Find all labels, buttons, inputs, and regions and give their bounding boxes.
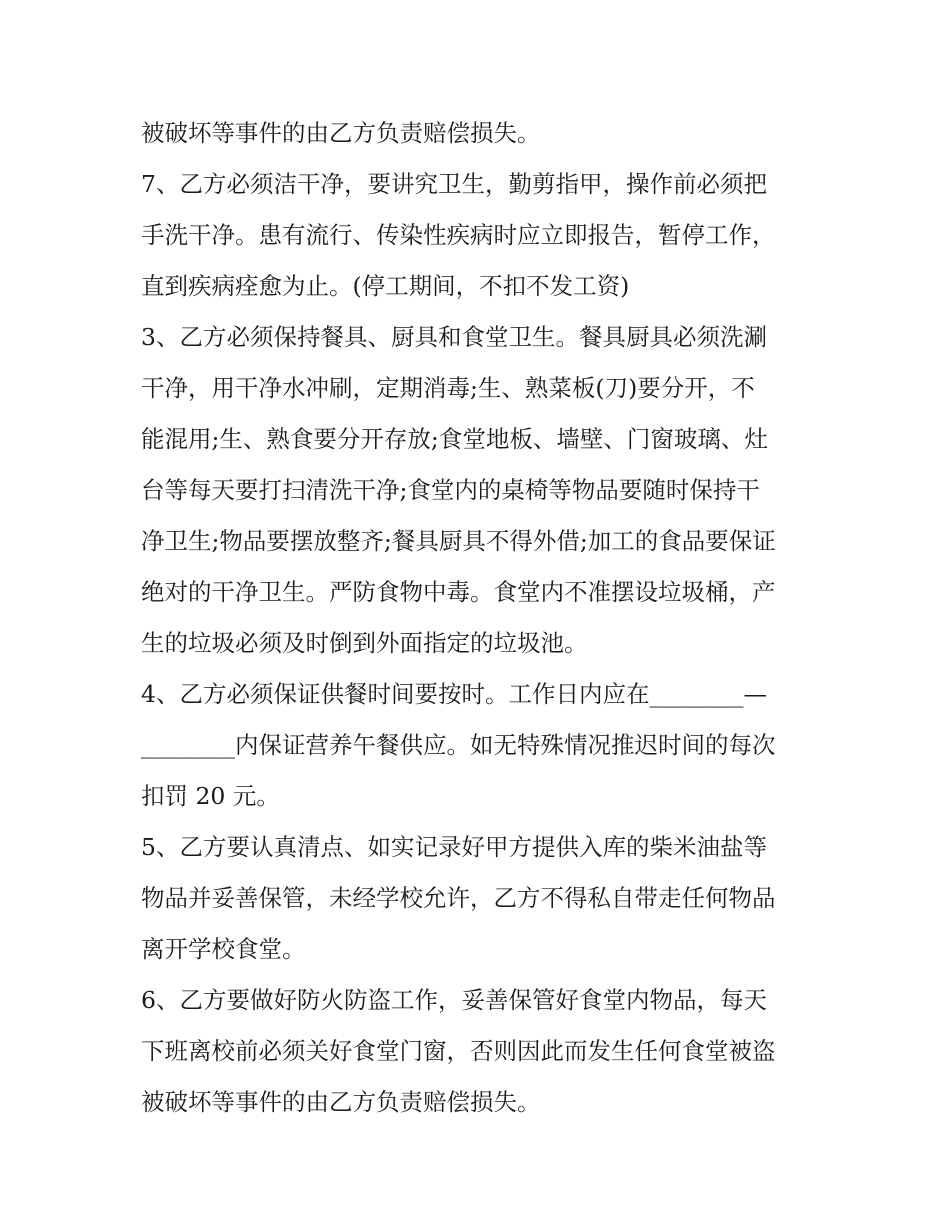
text-line: 被破坏等事件的由乙方负责赔偿损失。 xyxy=(141,119,541,147)
text-line: 5、乙方要认真清点、如实记录好甲方提供入库的柴米油盐等 xyxy=(141,833,767,861)
text-line: 离开学校食堂。 xyxy=(141,935,306,963)
text-line: 7、乙方必须洁干净，要讲究卫生，勤剪指甲，操作前必须把 xyxy=(141,170,767,198)
text-line: 绝对的干净卫生。严防食物中毒。食堂内不准摆设垃圾桶，产 xyxy=(141,578,776,606)
text-line: 被破坏等事件的由乙方负责赔偿损失。 xyxy=(141,1088,541,1116)
text-line: 生的垃圾必须及时倒到外面指定的垃圾池。 xyxy=(141,629,588,657)
text-line: 净卫生;物品要摆放整齐;餐具厨具不得外借;加工的食品要保证 xyxy=(141,527,776,555)
text-line: 能混用;生、熟食要分开存放;食堂地板、墙壁、门窗玻璃、灶 xyxy=(141,425,768,453)
text-line: 直到疾病痊愈为止。(停工期间，不扣不发工资) xyxy=(141,272,630,300)
text-line: 台等每天要打扫清洗干净;食堂内的桌椅等物品要随时保持干 xyxy=(141,476,760,504)
text-line: 4、乙方必须保证供餐时间要按时。工作日内应在________— xyxy=(141,680,767,708)
text-line: 干净，用干净水冲刷，定期消毒;生、熟菜板(刀)要分开，不 xyxy=(141,374,755,402)
text-line: 6、乙方要做好防火防盗工作，妥善保管好食堂内物品，每天 xyxy=(141,986,767,1014)
text-line: 手洗干净。患有流行、传染性疾病时应立即报告，暂停工作， xyxy=(141,221,776,249)
document-body xyxy=(141,108,821,1128)
text-line: ________内保证营养午餐供应。如无特殊情况推迟时间的每次 xyxy=(141,731,776,759)
text-line: 扣罚 20 元。 xyxy=(141,782,280,810)
text-line: 物品并妥善保管，未经学校允许，乙方不得私自带走任何物品 xyxy=(141,884,776,912)
text-line: 下班离校前必须关好食堂门窗，否则因此而发生任何食堂被盗 xyxy=(141,1037,776,1065)
text-line: 3、乙方必须保持餐具、厨具和食堂卫生。餐具厨具必须洗涮 xyxy=(141,323,767,351)
